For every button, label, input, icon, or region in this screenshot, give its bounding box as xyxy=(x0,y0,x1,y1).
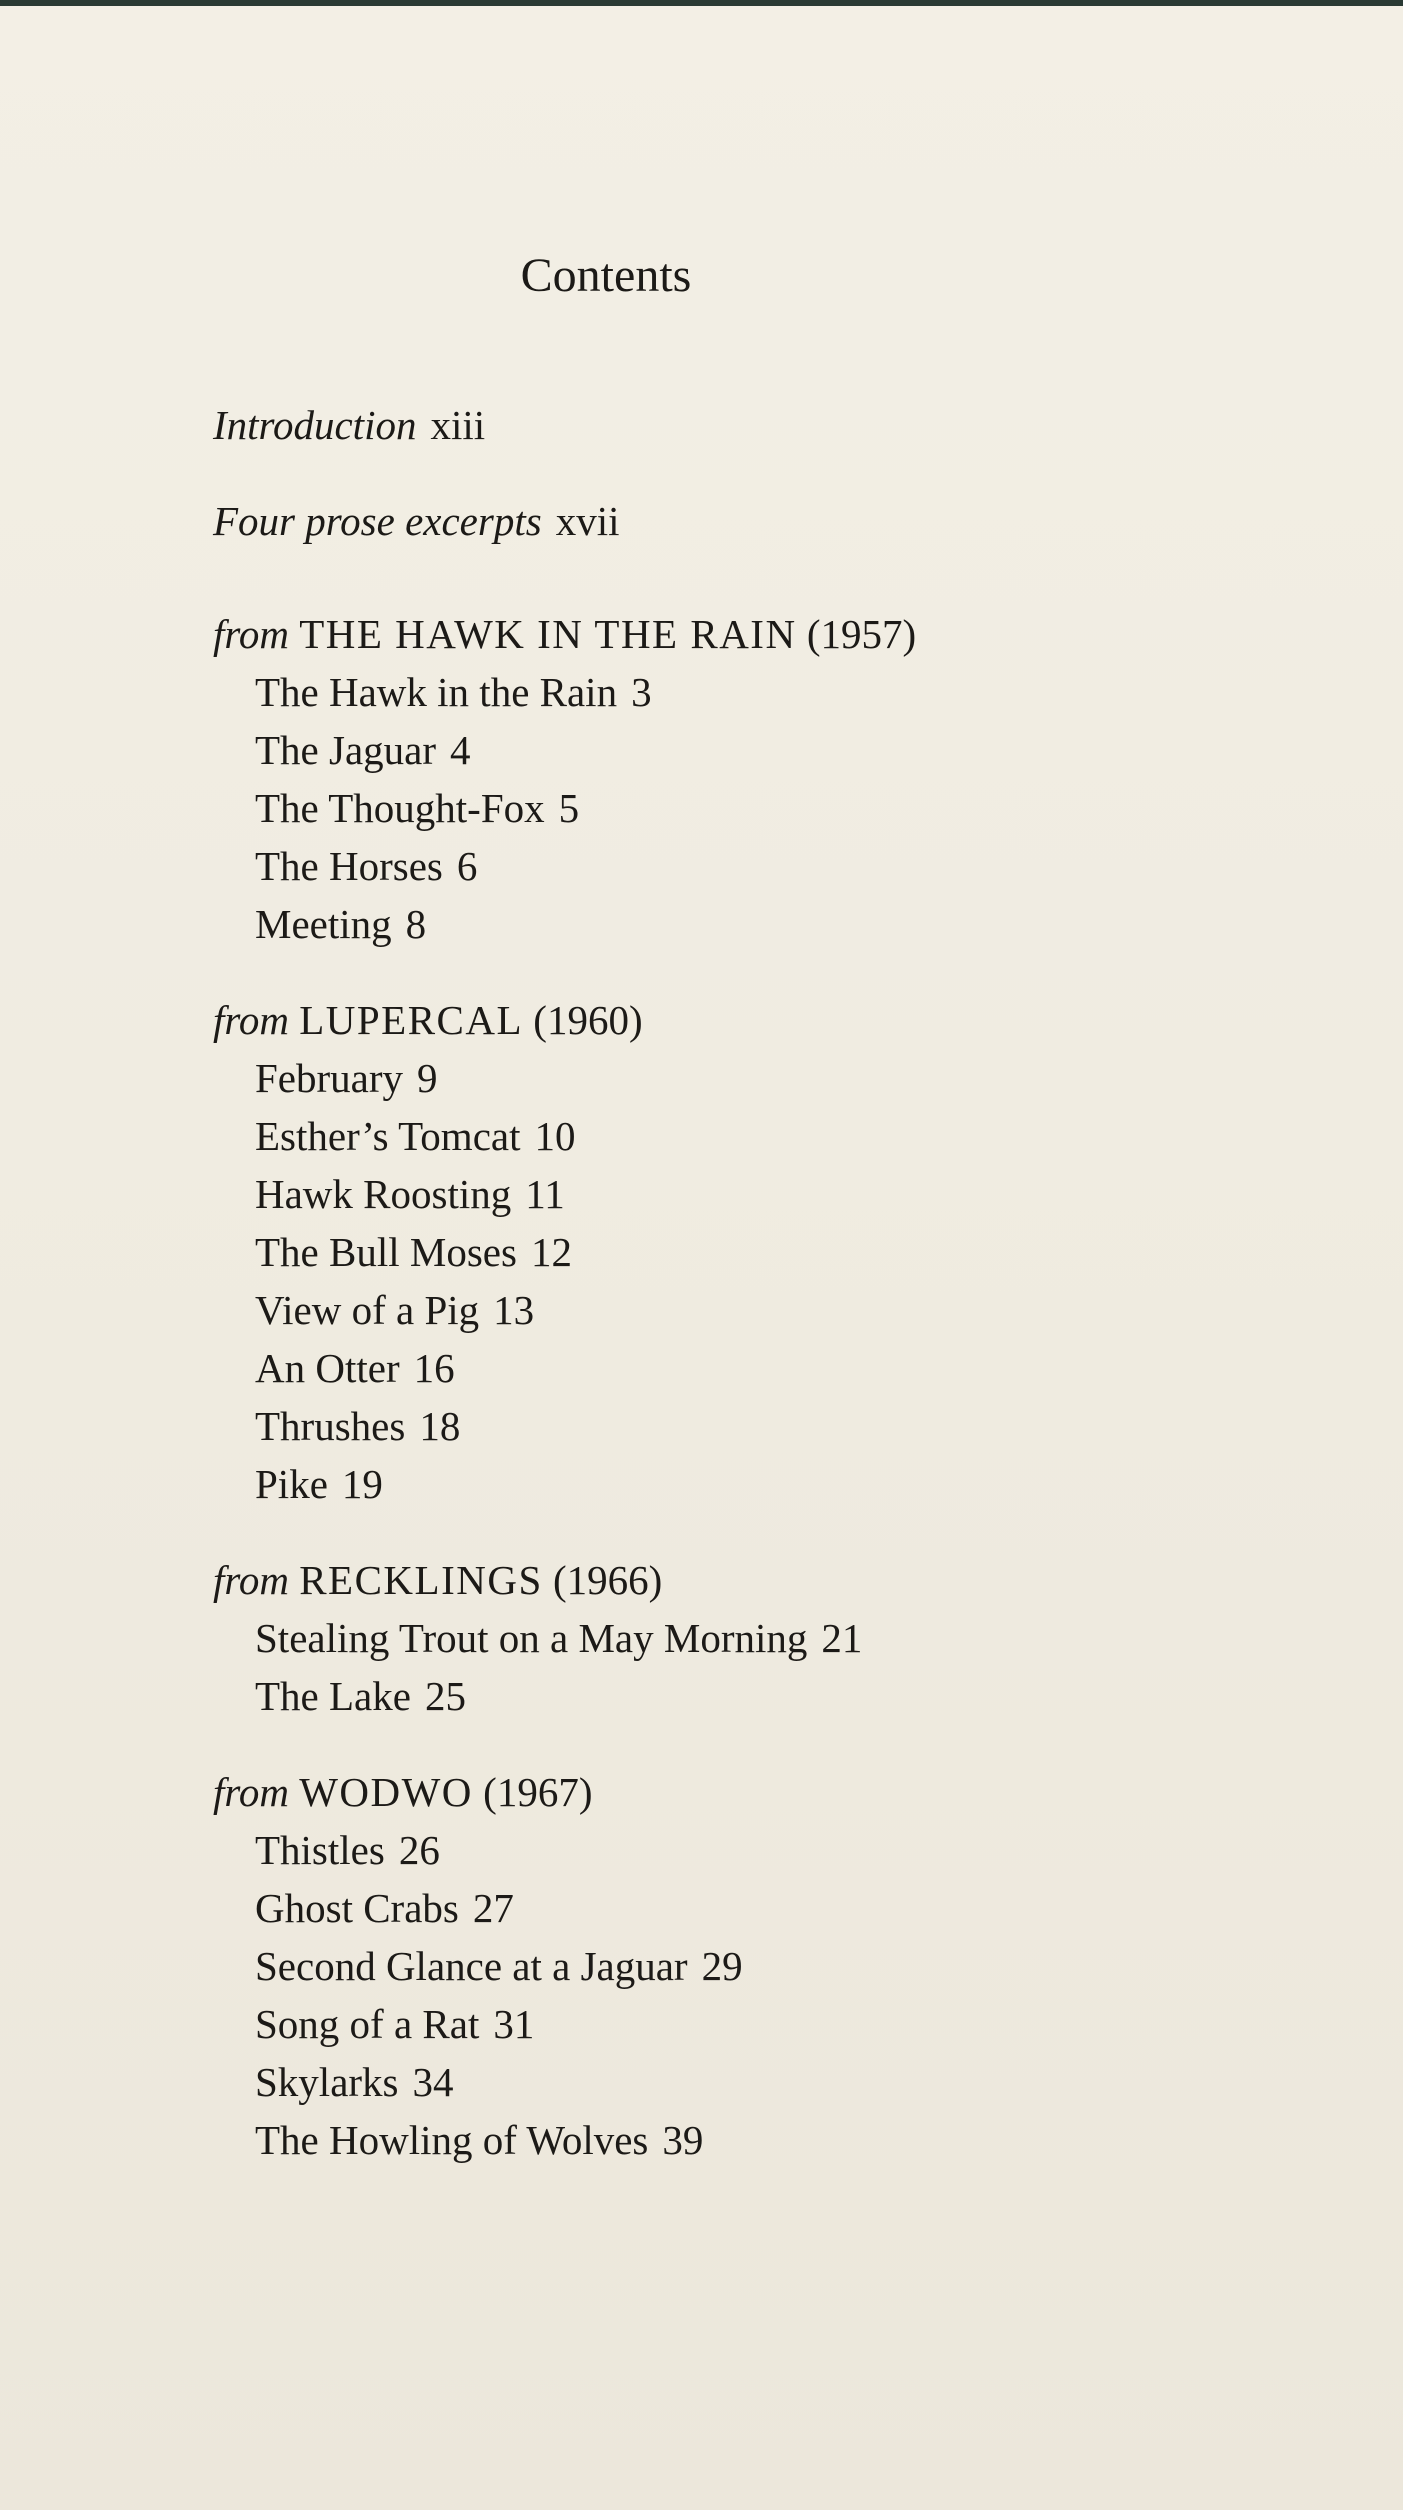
toc-entry xyxy=(213,1281,1213,1339)
entry-page-number: 18 xyxy=(419,1403,461,1449)
entry-page-number: 8 xyxy=(405,901,427,947)
entry-title: The Lake xyxy=(255,1673,411,1719)
toc-entry xyxy=(213,1821,1213,1879)
entry-page-number: 29 xyxy=(701,1943,743,1989)
toc-entry xyxy=(213,1995,1213,2053)
section-prefix: from xyxy=(213,1769,289,1815)
section-heading xyxy=(213,991,1213,1049)
entry-page-number: 3 xyxy=(631,669,652,715)
entry-page-number: 11 xyxy=(525,1171,565,1217)
entry-page-number: 12 xyxy=(530,1229,572,1275)
entry-title: The Bull Moses xyxy=(255,1229,517,1275)
toc-entry xyxy=(213,1339,1213,1397)
entry-page-number: 16 xyxy=(413,1345,455,1391)
section-book-title: THE HAWK IN THE RAIN xyxy=(299,611,797,657)
entry-page-number: 13 xyxy=(493,1287,535,1333)
entry-page-number: 39 xyxy=(662,2117,704,2163)
toc-front-entry xyxy=(213,492,1213,550)
entry-title: Introduction xyxy=(213,402,417,448)
toc-entry xyxy=(213,2053,1213,2111)
entry-page-number: 26 xyxy=(398,1827,440,1873)
section-year: (1960) xyxy=(533,997,643,1043)
entry-page-number: 21 xyxy=(821,1615,863,1661)
section-prefix: from xyxy=(213,997,289,1043)
toc-entry xyxy=(213,1049,1213,1107)
entry-page-number: 9 xyxy=(417,1055,438,1101)
entry-page-number: 25 xyxy=(424,1673,466,1719)
page-top-edge xyxy=(0,0,1403,6)
entry-page-number: xvii xyxy=(555,498,620,544)
toc-entry xyxy=(213,1667,1213,1725)
entry-page-number: 5 xyxy=(558,785,580,831)
toc-entry xyxy=(213,1165,1213,1223)
section-book-title: WODWO xyxy=(299,1769,473,1815)
entry-title: Meeting xyxy=(255,901,392,947)
entry-title: Pike xyxy=(255,1461,328,1507)
entry-page-number: 19 xyxy=(341,1461,383,1507)
entry-page-number: 27 xyxy=(472,1885,514,1931)
entry-page-number: 34 xyxy=(412,2059,454,2105)
toc-entry xyxy=(213,779,1213,837)
entry-title: Hawk Roosting xyxy=(255,1171,512,1217)
entry-page-number: 10 xyxy=(534,1113,576,1159)
entry-title: The Horses xyxy=(255,843,443,889)
section-book-title: RECKLINGS xyxy=(299,1557,543,1603)
toc-entry xyxy=(213,1223,1213,1281)
toc-entry xyxy=(213,2111,1213,2169)
section-prefix: from xyxy=(213,1557,289,1603)
entry-title: Ghost Crabs xyxy=(255,1885,459,1931)
section-year: (1957) xyxy=(806,611,917,657)
toc-entry xyxy=(213,1937,1213,1995)
entry-title: Esther’s Tomcat xyxy=(255,1113,521,1159)
entry-title: Song of a Rat xyxy=(255,2001,480,2047)
toc-entry xyxy=(213,721,1213,779)
toc-entry xyxy=(213,1107,1213,1165)
table-of-contents xyxy=(213,396,1213,2169)
toc-front-entry xyxy=(213,396,1213,454)
page-title: Contents xyxy=(520,249,692,302)
toc-entry xyxy=(213,663,1213,721)
entry-title: Skylarks xyxy=(255,2059,399,2105)
toc-entry xyxy=(213,1455,1213,1513)
toc-entry xyxy=(213,1609,1213,1667)
entry-title: Second Glance at a Jaguar xyxy=(255,1943,688,1989)
entry-page-number: xiii xyxy=(430,402,486,448)
section-heading xyxy=(213,1763,1213,1821)
entry-page-number: 4 xyxy=(450,727,471,773)
toc-entry xyxy=(213,837,1213,895)
entry-title: The Howling of Wolves xyxy=(255,2117,649,2163)
section-prefix: from xyxy=(213,611,289,657)
entry-title: The Thought-Fox xyxy=(255,785,545,831)
toc-entry xyxy=(213,1397,1213,1455)
entry-title: The Hawk in the Rain xyxy=(255,669,618,715)
section-year: (1966) xyxy=(553,1557,663,1603)
section-heading xyxy=(213,605,1213,663)
entry-title: The Jaguar xyxy=(255,727,436,773)
entry-title: Thistles xyxy=(255,1827,385,1873)
entry-page-number: 6 xyxy=(456,843,478,889)
section-heading xyxy=(213,1551,1213,1609)
section-book-title: LUPERCAL xyxy=(299,997,524,1043)
entry-title: Stealing Trout on a May Morning xyxy=(255,1615,808,1661)
entry-page-number: 31 xyxy=(493,2001,535,2047)
entry-title: February xyxy=(255,1055,404,1101)
toc-entry xyxy=(213,895,1213,953)
section-year: (1967) xyxy=(483,1769,593,1815)
toc-entry xyxy=(213,1879,1213,1937)
entry-title: Four prose excerpts xyxy=(213,498,542,544)
entry-title: An Otter xyxy=(255,1345,400,1391)
entry-title: Thrushes xyxy=(255,1403,406,1449)
entry-title: View of a Pig xyxy=(255,1287,480,1333)
